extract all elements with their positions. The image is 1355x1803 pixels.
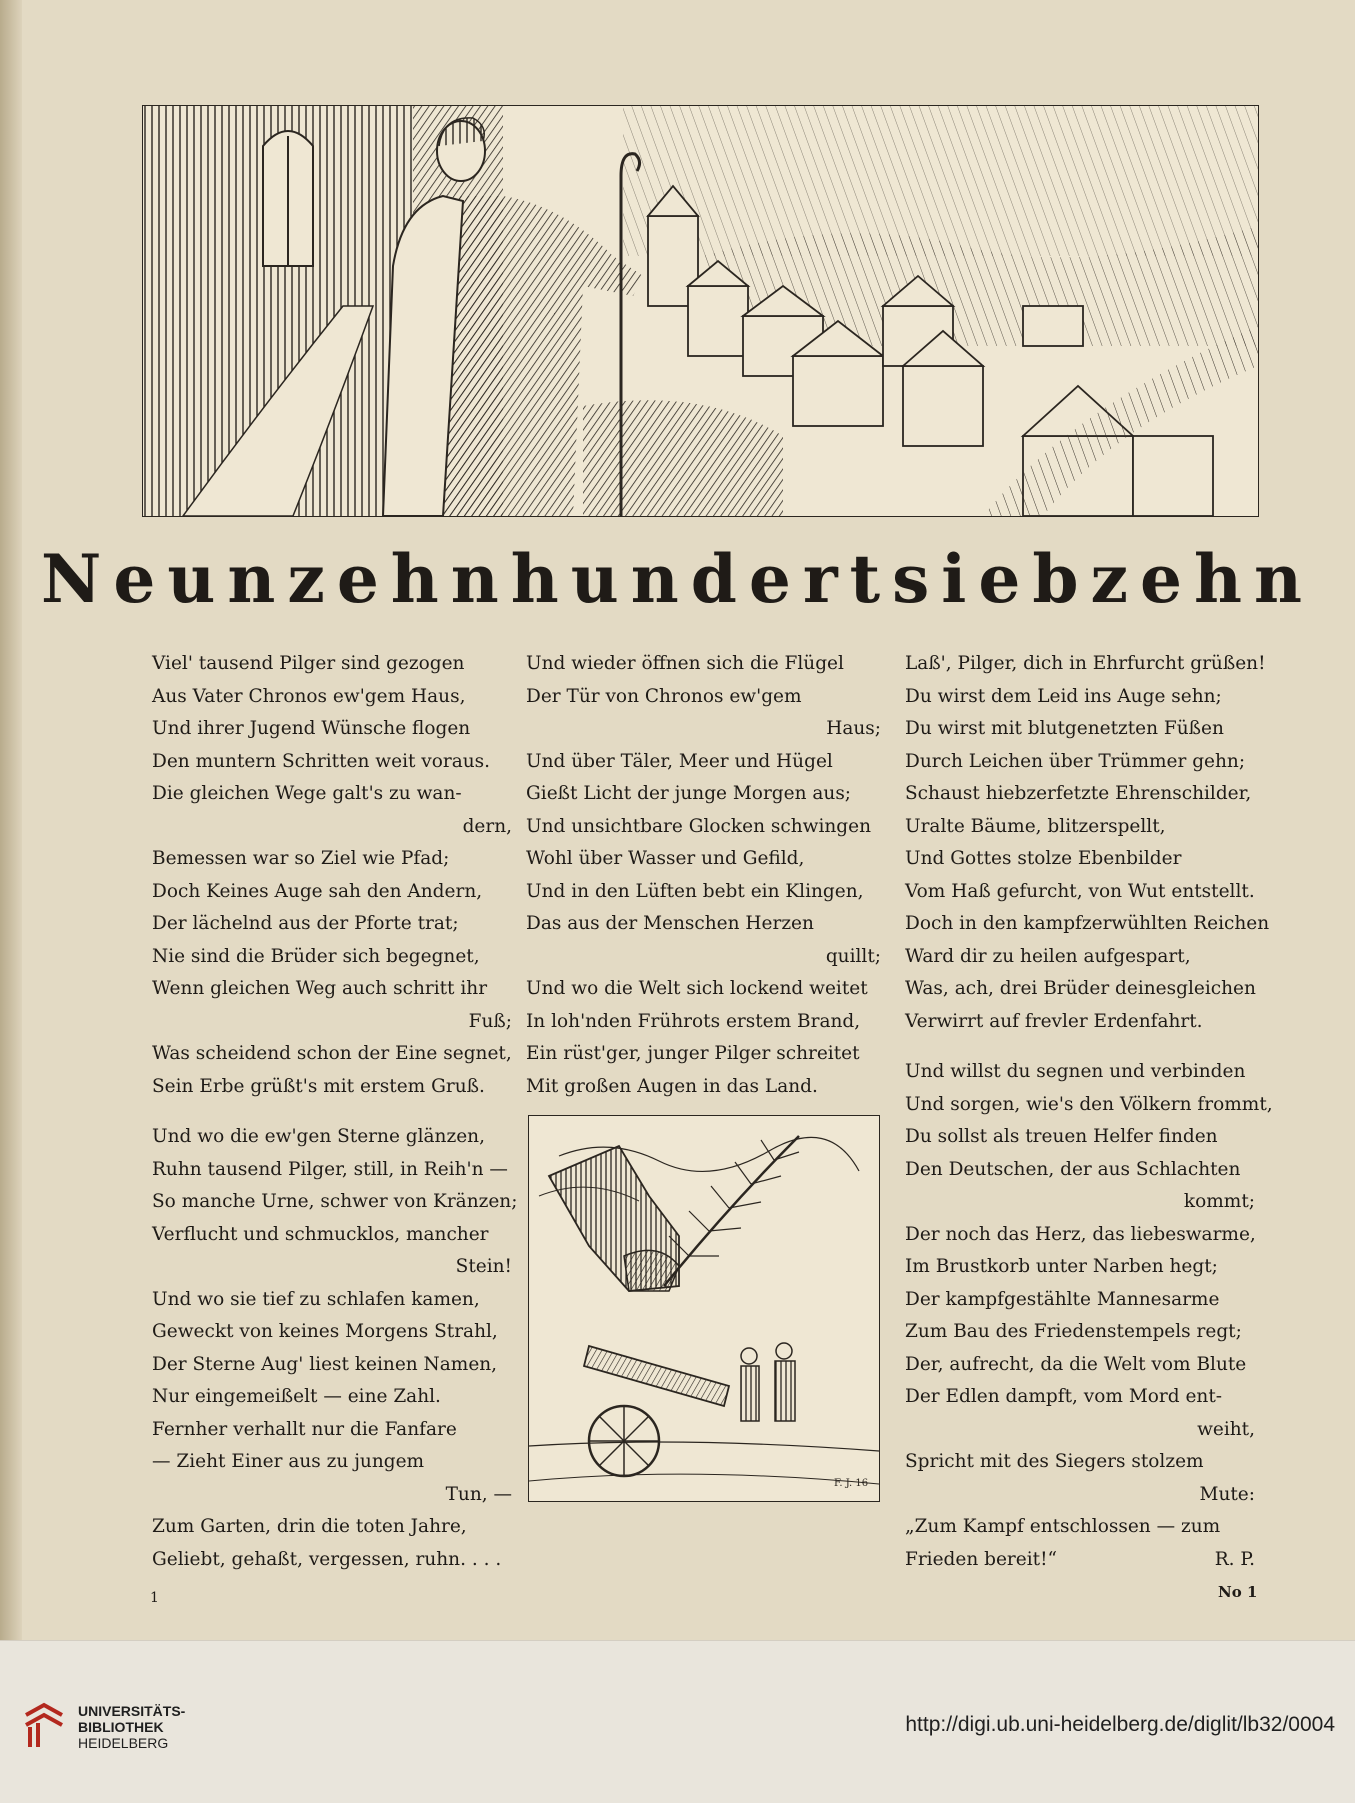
poem-line: Und sorgen, wie's den Völkern frommt, (905, 1093, 1273, 1115)
cannon-palm-woodcut (528, 1115, 880, 1502)
poem-line: Was, ach, drei Brüder deinesgleichen (905, 978, 1256, 999)
page-left-mark: 1 (150, 1590, 159, 1606)
woodcut-signature: F. J. 16 (834, 1478, 869, 1489)
poem-line: Fernher verhallt nur die Fanfare (152, 1418, 457, 1440)
stanza-gap (905, 1038, 1255, 1056)
poem-line: Nur eingemeißelt — eine Zahl. (152, 1386, 441, 1407)
page-title: Neunzehnhundertsiebzehn (41, 540, 1314, 618)
poem-line: Mute: (1199, 1483, 1255, 1505)
poem-line: Der Tür von Chronos ew'gem (526, 685, 802, 707)
poem-line: Das aus der Menschen Herzen (526, 913, 814, 934)
poem-line: Geliebt, gehaßt, vergessen, ruhn. . . . (152, 1548, 502, 1570)
poem-line: Verwirrt auf frevler Erdenfahrt. (905, 1010, 1203, 1032)
poem-line: Du wirst dem Leid ins Auge sehn; (905, 685, 1222, 707)
pilgrim-illustration-drawing (143, 106, 1258, 516)
poem-line: Was scheidend schon der Eine segnet, (152, 1043, 512, 1064)
poem-line: Ein rüst'ger, junger Pilger schreitet (526, 1043, 860, 1064)
poem-line: Viel' tausend Pilger sind gezogen (152, 653, 465, 674)
poem-line: Wohl über Wasser und Gefild, (526, 848, 805, 869)
library-name-line2: BIBLIOTHEK (78, 1719, 164, 1735)
poem-line: Und wo sie tief zu schlafen kamen, (152, 1288, 480, 1310)
poem-line: — Zieht Einer aus zu jungem (152, 1451, 425, 1472)
poem-line: Fuß; (468, 1010, 512, 1032)
library-logo-icon[interactable] (20, 1701, 70, 1751)
poem-line: Doch in den kampfzerwühlten Reichen (905, 913, 1270, 934)
poem-column-2 (526, 648, 881, 1103)
poem-line: Ward dir zu heilen aufgespart, (905, 945, 1191, 967)
poem-line: Durch Leichen über Trümmer gehn; (905, 750, 1246, 772)
poem-line: Vom Haß gefurcht, von Wut entstellt. (905, 880, 1255, 902)
poem-line: Zum Bau des Friedenstempels regt; (905, 1321, 1242, 1342)
poem-line (905, 1544, 1255, 1577)
poem-line: In loh'nden Frührots erstem Brand, (526, 1010, 861, 1032)
poem-line: Du wirst mit blutgenetzten Füßen (905, 718, 1224, 739)
poem-line: Nie sind die Brüder sich begegnet, (152, 945, 480, 967)
poem-line: Ruhn tausend Pilger, still, in Reih'n — (152, 1158, 508, 1180)
pilgrim-illustration (142, 105, 1259, 517)
poem-line: dern, (462, 815, 512, 837)
poem-column-3 (905, 648, 1273, 1576)
poem-line: Doch Keines Auge sah den Andern, (152, 880, 483, 902)
library-name-line3: HEIDELBERG (78, 1735, 169, 1751)
poem-line: Laß', Pilger, dich in Ehrfurcht grüßen! (905, 653, 1266, 674)
poem-line: Und wo die ew'gen Sterne glänzen, (152, 1126, 485, 1147)
library-footer (0, 1640, 1355, 1803)
poem-line: Der noch das Herz, das liebeswarme, (905, 1223, 1256, 1245)
poem-line: Bemessen war so Ziel wie Pfad; (152, 848, 450, 869)
poem-line: Gießt Licht der junge Morgen aus; (526, 783, 852, 804)
poem-line: Du sollst als treuen Helfer finden (905, 1126, 1218, 1147)
poem-line: Mit großen Augen in das Land. (526, 1075, 818, 1097)
poem-line: quillt; (825, 945, 881, 967)
poem-line: Der kampfgestählte Mannesarme (905, 1288, 1220, 1310)
poem-line: Wenn gleichen Weg auch schritt ihr (152, 978, 488, 999)
cannon-palm-drawing (529, 1116, 879, 1501)
poem-line: So manche Urne, schwer von Kränzen; (152, 1191, 518, 1212)
poem-line: Tun, — (445, 1483, 512, 1505)
poem-line: Geweckt von keines Morgens Strahl, (152, 1321, 498, 1342)
poem-line: Sein Erbe grüßt's mit erstem Gruß. (152, 1075, 485, 1097)
poem-line: Und willst du segnen und verbinden (905, 1061, 1246, 1082)
poem-line: Im Brustkorb unter Narben hegt; (905, 1256, 1218, 1277)
poem-line: Der Sterne Aug' liest keinen Namen, (152, 1353, 498, 1375)
poem-line: Die gleichen Wege galt's zu wan- (152, 783, 462, 804)
poem-line: Verflucht und schmucklos, mancher (152, 1223, 489, 1245)
poem-line: Und ihrer Jugend Wünsche flogen (152, 718, 471, 739)
poem-line: Der, aufrecht, da die Welt vom Blute (905, 1353, 1247, 1375)
poem-line: Den muntern Schritten weit voraus. (152, 750, 491, 772)
poem-line: „Zum Kampf entschlossen — zum (905, 1516, 1221, 1537)
poem-line: Und unsichtbare Glocken schwingen (526, 815, 872, 837)
poem-column-1 (152, 648, 518, 1576)
poem-line-text: Frieden bereit!“ (905, 1548, 1057, 1570)
poem-line: Aus Vater Chronos ew'gem Haus, (152, 685, 466, 707)
poem-line: Und über Täler, Meer und Hügel (526, 750, 833, 772)
poem-line: Haus; (826, 718, 881, 739)
page-number: No 1 (1218, 1583, 1258, 1601)
poem-line: Und Gottes stolze Ebenbilder (905, 848, 1182, 869)
poem-line: weiht, (1197, 1418, 1255, 1440)
poem-line: Uralte Bäume, blitzerspellt, (905, 815, 1166, 837)
poem-line: Der Edlen dampft, vom Mord ent- (905, 1386, 1223, 1407)
poem-line: Den Deutschen, der aus Schlachten (905, 1158, 1241, 1180)
poem-line: Spricht mit des Siegers stolzem (905, 1451, 1204, 1472)
poem-line: Schaust hiebzerfetzte Ehrenschilder, (905, 783, 1252, 804)
poem-line: Der lächelnd aus der Pforte trat; (152, 913, 459, 934)
library-name-line1: UNIVERSITÄTS- (78, 1703, 186, 1719)
poem-line: Und in den Lüften bebt ein Klingen, (526, 880, 864, 902)
poem-line: Zum Garten, drin die toten Jahre, (152, 1516, 467, 1537)
library-name[interactable] (78, 1703, 185, 1751)
poem-line: Und wo die Welt sich lockend weitet (526, 978, 868, 999)
author-initials: R. P. (1214, 1548, 1255, 1570)
poem-line: kommt; (1183, 1191, 1255, 1212)
source-url-link[interactable]: http://digi.ub.uni-heidelberg.de/diglit/lb32/0004 (905, 1713, 1335, 1736)
poem-line: Stein! (455, 1256, 512, 1277)
poem-line: Und wieder öffnen sich die Flügel (526, 653, 844, 674)
stanza-gap (152, 1103, 512, 1121)
